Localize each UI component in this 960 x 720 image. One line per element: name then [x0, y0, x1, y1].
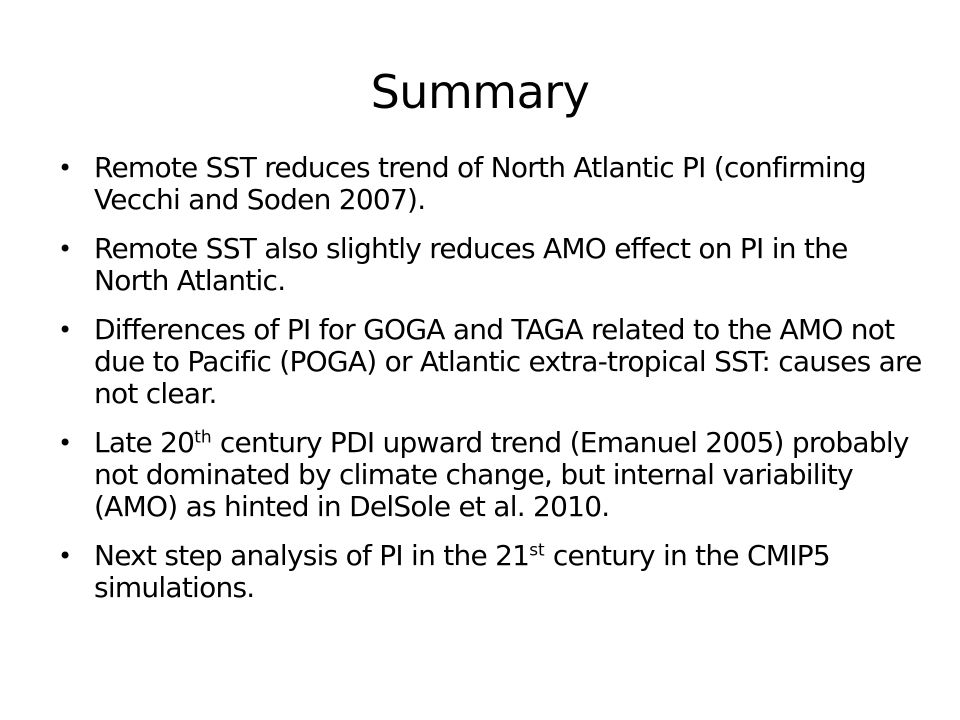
ordinal-superscript: st: [529, 540, 545, 561]
bullet-text: [94, 232, 848, 297]
bullet-text: [94, 426, 909, 523]
bullet-text-segment: Remote SST reduces trend of North Atlantic PI (confirming Vecchi and Soden 2007).: [94, 151, 866, 216]
bullet-dot-icon: •: [58, 154, 72, 182]
bullet-dot-icon: •: [58, 542, 72, 570]
bullet-list: [58, 152, 924, 621]
ordinal-superscript: th: [194, 427, 212, 448]
bullet-text-segment: Late 20: [94, 426, 195, 459]
bullet-item: [58, 427, 924, 523]
bullet-text-segment: century PDI upward trend (Emanuel 2005) probably not dominated by climate change, but internal variability (AMO) as hinted in DelSole et al. 2010.: [94, 426, 909, 523]
bullet-text: [94, 151, 866, 216]
bullet-item: [58, 233, 924, 297]
bullet-item: [58, 540, 924, 604]
bullet-text-segment: Differences of PI for GOGA and TAGA related to the AMO not due to Pacific (POGA) or Atlantic extra-tropical SST: causes are not clear.: [94, 313, 922, 410]
bullet-dot-icon: •: [58, 429, 72, 457]
bullet-text-segment: Next step analysis of PI in the 21: [94, 539, 530, 572]
bullet-item: [58, 152, 924, 216]
bullet-text-segment: Remote SST also slightly reduces AMO effect on PI in the North Atlantic.: [94, 232, 848, 297]
slide-title: Summary: [370, 65, 590, 119]
bullet-dot-icon: •: [58, 235, 72, 263]
bullet-dot-icon: •: [58, 316, 72, 344]
bullet-text: [94, 539, 830, 604]
bullet-item: [58, 314, 924, 410]
bullet-text-segment: century in the CMIP5 simulations.: [94, 539, 830, 604]
bullet-text: [94, 313, 922, 410]
